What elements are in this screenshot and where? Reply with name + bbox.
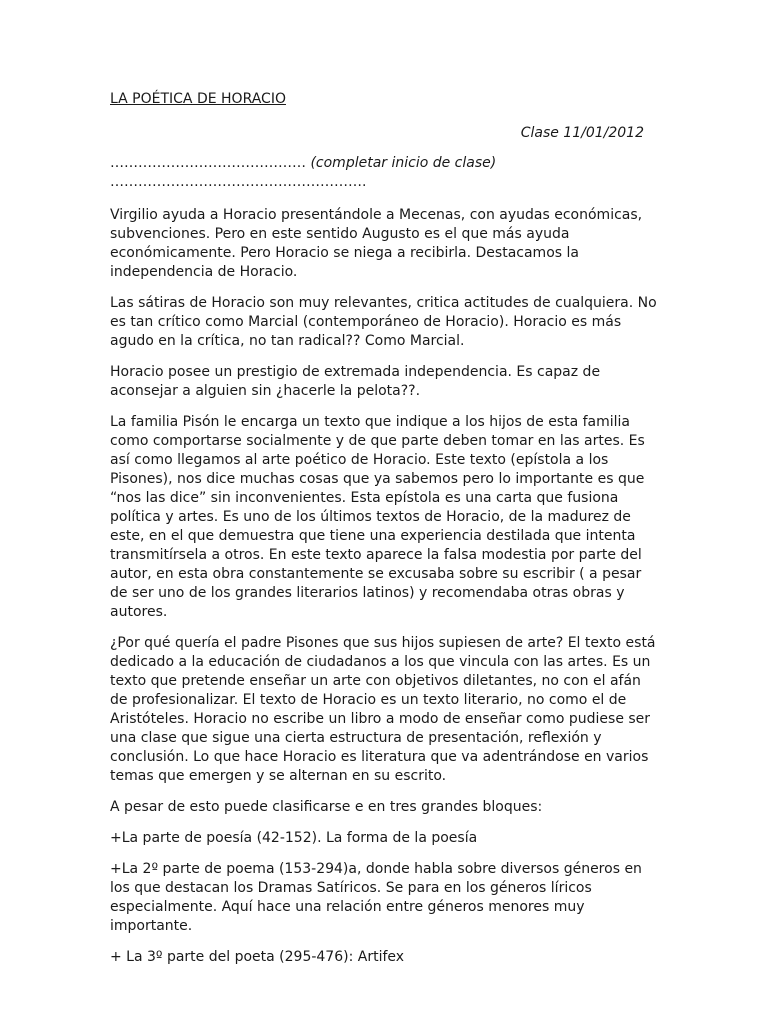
paragraph-5: ¿Por qué quería el padre Pisones que sus hijos supiesen de arte? El texto está dedicado a la educación de ciudadanos a los que vincula con las artes. Es un texto que pretende enseñar un arte con objetivos diletantes, no con el afán de profesionalizar. El texto de Horacio es un texto literario, no como el de Aristóteles. Horacio no escribe un libro a modo de enseñar como pudiese ser una clase que sigue una cierta estructura de presentación, reflexión y conclusión. Lo que hace Horacio es literatura que va adentrándose en varios temas que emergen y se alternan en su escrito. — [110, 635, 656, 784]
document-title: LA POÉTICA DE HORACIO — [110, 91, 286, 107]
paragraph-4: La familia Pisón le encarga un texto que indique a los hijos de esta familia como comportarse socialmente y de que parte deben tomar en las artes. Es así como llegamos al arte poético de Horacio. Este texto (epístola a los Pisones), nos dice muchas cosas que ya sabemos pero lo importante es que “nos las dice” sin inconvenientes. Esta epístola es una carta que fusiona política y artes. Es uno de los últimos textos de Horacio, de la madurez de este, en el que demuestra que tiene una experiencia destilada que intenta transmitírsela a otros. En este texto aparece la falsa modestia por parte del autor, en esta obra constantemente se excusaba sobre su escribir ( a pesar de ser uno de los grandes literarios latinos) y recomendaba otras obras y autores. — [110, 414, 645, 620]
paragraph-8: +La 2º parte de poema (153-294)a, donde habla sobre diversos géneros en los que destacan los Dramas Satíricos. Se para en los géneros líricos especialmente. Aquí hace una relación entre géneros menores muy importante. — [110, 861, 642, 934]
placeholder-dots — [110, 154, 658, 192]
paragraph-7: +La parte de poesía (42-152). La forma de la poesía — [110, 830, 478, 846]
paragraph-2: Las sátiras de Horacio son muy relevantes, critica actitudes de cualquiera. No es tan crítico como Marcial (contemporáneo de Horacio). Horacio es más agudo en la crítica, no tan radical?? Como Marcial. — [110, 295, 657, 349]
dots-line-1-note: (completar inicio de clase) — [310, 155, 497, 171]
document-page — [110, 90, 658, 979]
paragraph-6: A pesar de esto puede clasificarse e en tres grandes bloques: — [110, 799, 543, 815]
document-body — [110, 206, 658, 967]
paragraph-1: Virgilio ayuda a Horacio presentándole a Mecenas, con ayudas económicas, subvenciones. Pero en este sentido Augusto es el que más ayuda económicamente. Pero Horacio se niega a recibirla. Destacamos la independencia de Horacio. — [110, 207, 643, 280]
dots-line-2: ………………………………………………. — [110, 174, 367, 190]
paragraph-9: + La 3º parte del poeta (295-476): Artifex — [110, 949, 405, 965]
paragraph-3: Horacio posee un prestigio de extremada independencia. Es capaz de aconsejar a alguien sin ¿hacerle la pelota??. — [110, 364, 601, 399]
dots-line-1-dots: …………………………………… — [110, 155, 306, 171]
dots-line-1 — [110, 154, 658, 173]
class-date: Clase 11/01/2012 — [520, 125, 644, 141]
